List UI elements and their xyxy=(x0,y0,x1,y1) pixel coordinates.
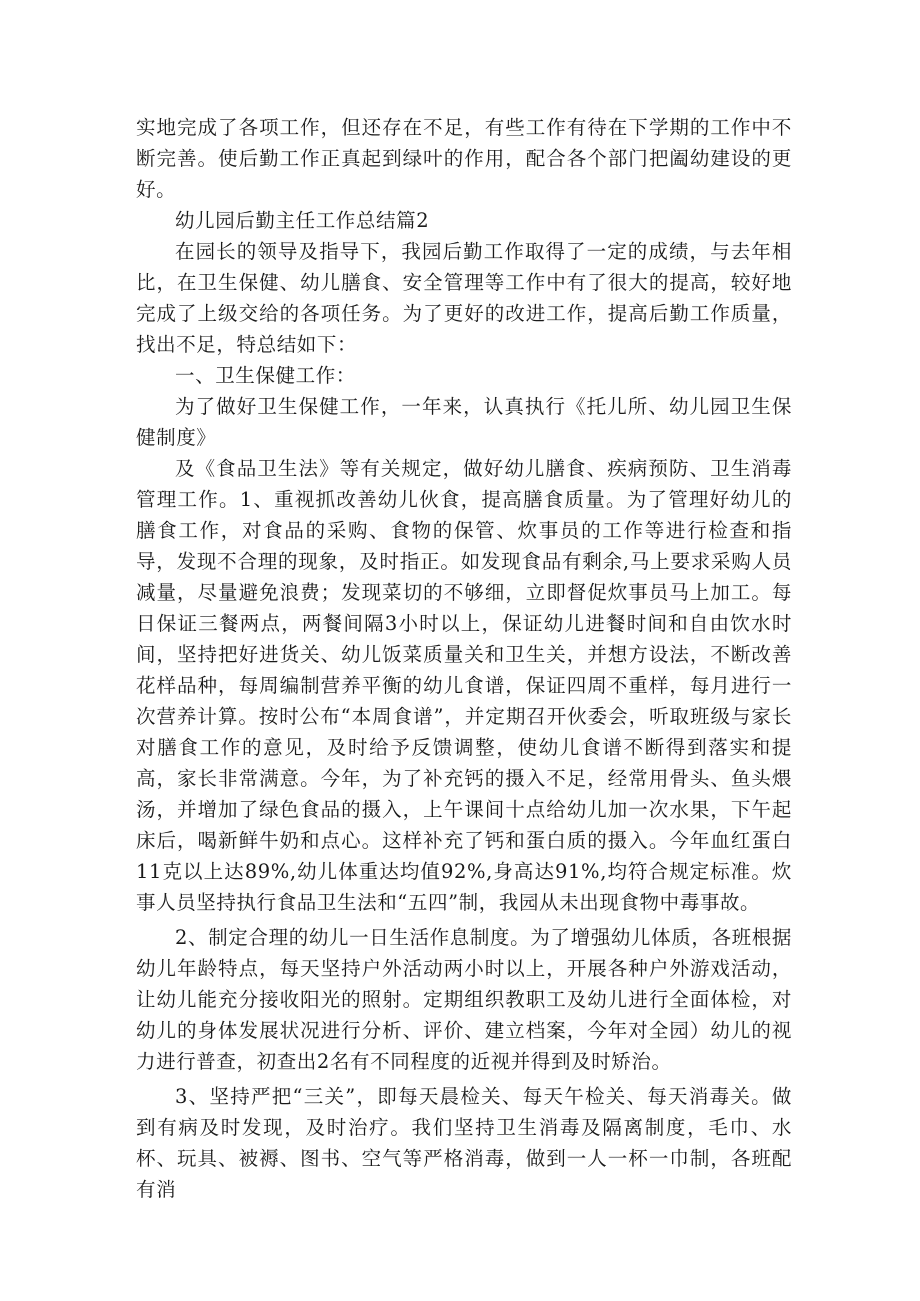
paragraph-overview: 在园长的领导及指导下，我园后勤工作取得了一定的成绩，与去年相比，在卫生保健、幼儿膳食、安全管理等工作中有了很大的提高，较好地完成了上级交给的各项任务。为了更好的改进工作，提高后勤工作质量，找出不足，特总结如下： xyxy=(136,240,792,356)
paragraph-health-rules: 为了做好卫生保健工作，一年来，认真执行《托儿所、幼儿园卫生保健制度》 xyxy=(136,395,792,449)
document-page xyxy=(136,112,792,1205)
paragraph-diet: 及《食品卫生法》等有关规定，做好幼儿膳食、疾病预防、卫生消毒管理工作。1、重视抓改善幼儿伙食，提高膳食质量。为了管理好幼儿的膳食工作，对食品的采购、食物的保管、炊事员的工作等进行检查和指导，发现不合理的现象，及时指正。如发现食品有剩余,马上要求采购人员减量，尽量避免浪费；发现菜切的不够细，立即督促炊事员马上加工。每日保证三餐两点，两餐间隔3小时以上，保证幼儿进餐时间和自由饮水时间，坚持把好进货关、幼儿饭菜质量关和卫生关，并想方设法，不断改善花样品种，每周编制营养平衡的幼儿食谱，保证四周不重样，每月进行一次营养计算。按时公布“本周食谱”，并定期召开伙委会，听取班级与家长对膳食工作的意见，及时给予反馈调整，使幼儿食谱不断得到落实和提高，家长非常满意。今年，为了补充钙的摄入不足，经常用骨头、鱼头煨汤，并增加了绿色食品的摄入，上午课间十点给幼儿加一次水果，下午起床后，喝新鲜牛奶和点心。这样补充了钙和蛋白质的摄入。今年血红蛋白11克以上达89%,幼儿体重达均值92%,身高达91%,均符合规定标准。炊事人员坚持执行食品卫生法和“五四”制，我园从未出现食物中毒事故。 xyxy=(136,457,792,914)
section-heading-part2: 幼儿园后勤主任工作总结篇2 xyxy=(175,209,430,232)
subheading-health-care: 一、卫生保健工作： xyxy=(175,364,356,387)
paragraph-daily-schedule: 2、制定合理的幼儿一日生活作息制度。为了增强幼儿体质，各班根据幼儿年龄特点，每天坚持户外活动两小时以上，开展各种户外游戏活动，让幼儿能充分接收阳光的照射。定期组织教职工及幼儿进行全面体检，对幼儿的身体发展状况进行分析、评价、建立档案，今年对全园）幼儿的视力进行普查，初查出2名有不同程度的近视并得到及时矫治。 xyxy=(136,926,792,1073)
paragraph-three-checks: 3、坚持严把“三关”，即每天晨检关、每天午检关、每天消毒关。做到有病及时发现，及时治疗。我们坚持卫生消毒及隔离制度，毛巾、水杯、玩具、被褥、图书、空气等严格消毒，做到一人一杯一巾制，各班配有消 xyxy=(136,1085,792,1201)
paragraph-intro-continuation: 实地完成了各项工作，但还存在不足，有些工作有待在下学期的工作中不断完善。使后勤工作正真起到绿叶的作用，配合各个部门把阖幼建设的更好。 xyxy=(136,116,792,201)
